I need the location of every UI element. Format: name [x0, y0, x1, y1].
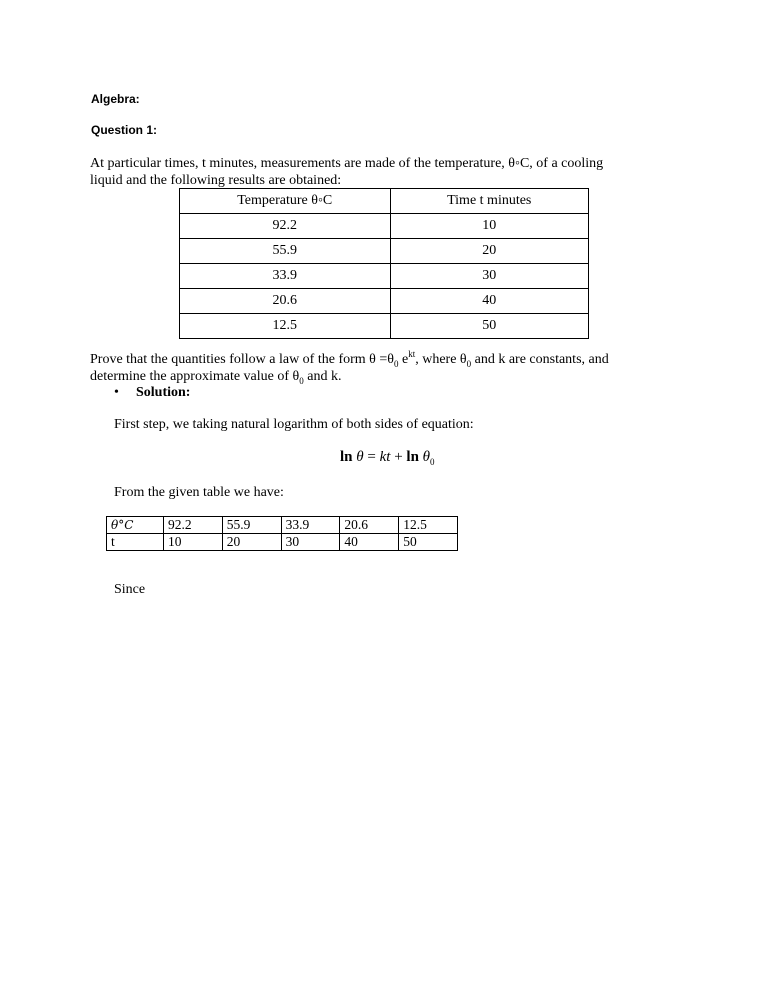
table-cell: 40	[340, 534, 399, 551]
table-cell: 92.2	[164, 517, 223, 534]
prove-paragraph	[90, 351, 677, 385]
table-cell: 10	[164, 534, 223, 551]
table-cell: 40	[390, 289, 588, 314]
superscript: kt	[408, 349, 416, 359]
table-cell: 10	[390, 214, 588, 239]
table-header-row	[180, 189, 589, 214]
transposed-data-table	[106, 516, 458, 551]
subscript: 0	[393, 358, 399, 369]
table-cell: 33.9	[281, 517, 340, 534]
table-row	[180, 289, 589, 314]
table-cell: 20.6	[180, 289, 391, 314]
table-cell: 50	[399, 534, 458, 551]
subscript: 0	[299, 375, 304, 386]
first-step-text: First step, we taking natural logarithm of both sides of equation:	[114, 417, 474, 432]
prove-text: and k.	[303, 369, 342, 384]
row-label-t: t	[107, 534, 164, 551]
table-header-temperature: Temperature θ◦C	[180, 189, 391, 214]
table-row	[107, 517, 458, 534]
section-heading-algebra: Algebra:	[91, 92, 140, 106]
intro-line-2: liquid and the following results are obtained:	[90, 173, 342, 188]
prove-text: , where θ	[415, 352, 467, 367]
prove-line-2	[90, 368, 677, 385]
log-equation	[340, 449, 435, 466]
intro-line-1: At particular times, t minutes, measurements are made of the temperature, θ◦C, of a cooling	[90, 156, 604, 171]
table-cell: 33.9	[180, 264, 391, 289]
table-cell: 12.5	[180, 314, 391, 339]
prove-text: e	[398, 352, 409, 367]
table-cell: 20	[222, 534, 281, 551]
table-cell: 55.9	[222, 517, 281, 534]
table-cell: 30	[281, 534, 340, 551]
table-row	[180, 314, 589, 339]
theta-symbol: θ	[356, 449, 364, 465]
intro-paragraph	[90, 155, 677, 189]
prove-text: and k are constants, and	[471, 352, 609, 367]
temperature-time-table	[179, 188, 589, 339]
table-row	[180, 214, 589, 239]
table-cell: 92.2	[180, 214, 391, 239]
subscript: 0	[430, 457, 435, 467]
since-text: Since	[114, 582, 146, 597]
prove-text: Prove that the quantities follow a law of the form θ =θ	[90, 352, 394, 367]
table-row	[180, 264, 589, 289]
theta-symbol: θ	[422, 449, 431, 465]
ln-operator: ln	[406, 449, 419, 465]
table-cell: 20	[390, 239, 588, 264]
table-cell: 12.5	[399, 517, 458, 534]
table-row	[107, 534, 458, 551]
table-cell: 55.9	[180, 239, 391, 264]
equals-sign: =	[363, 449, 380, 465]
bullet-icon: •	[114, 385, 119, 400]
subscript: 0	[466, 358, 472, 369]
plus-sign: +	[390, 449, 407, 465]
table-cell: 50	[390, 314, 588, 339]
table-cell: 30	[390, 264, 588, 289]
table-header-time: Time t minutes	[390, 189, 588, 214]
prove-line-1	[90, 351, 677, 368]
kt-term: kt	[379, 449, 391, 465]
table-cell: 20.6	[340, 517, 399, 534]
prove-text: determine the approximate value of θ	[90, 369, 300, 384]
ln-operator: ln	[340, 449, 353, 465]
from-table-text: From the given table we have:	[114, 485, 284, 500]
row-label-theta: θ°C	[107, 517, 164, 534]
solution-label: Solution:	[136, 385, 191, 400]
table-row	[180, 239, 589, 264]
question-heading: Question 1:	[91, 123, 158, 137]
